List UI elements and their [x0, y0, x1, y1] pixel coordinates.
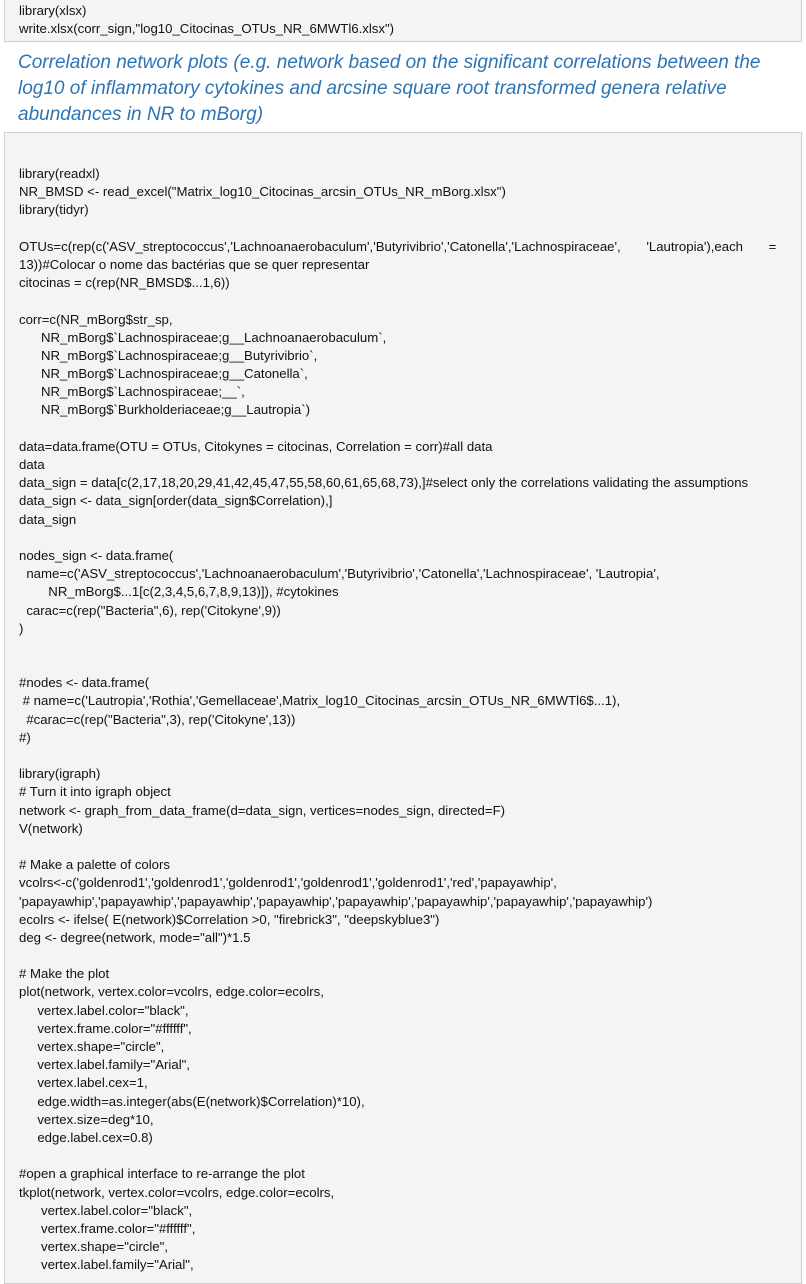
- code-line: NR_mBorg$`Lachnospiraceae;g__Lachnoanaerobaculum`,: [19, 329, 387, 345]
- code-line: # Turn it into igraph object: [19, 784, 171, 800]
- code-line: #nodes <- data.frame(: [19, 675, 150, 691]
- code-line: corr=c(NR_mBorg$str_sp,: [19, 311, 173, 327]
- code-line: [5, 420, 801, 438]
- code-line: [5, 947, 801, 965]
- code-line: NR_mBorg$`Lachnospiraceae;g__Butyrivibrio`,: [19, 347, 318, 363]
- code-line: [5, 1147, 801, 1165]
- code-line: 13))#Colocar o nome das bactérias que se quer representar: [19, 256, 370, 272]
- code-line: [5, 220, 801, 238]
- code-line: [5, 747, 801, 765]
- code-line: NR_mBorg$`Lachnospiraceae;g__Catonella`,: [19, 366, 308, 382]
- code-line: plot(network, vertex.color=vcolrs, edge.color=ecolrs,: [19, 984, 324, 1000]
- code-line: data_sign = data[c(2,17,18,20,29,41,42,45,47,55,58,60,61,65,68,73),]#select only the correlations validating the assumptions: [19, 475, 749, 491]
- code-line: tkplot(network, vertex.color=vcolrs, edge.color=ecolrs,: [19, 1184, 335, 1200]
- code-line: NR_mBorg$...1[c(2,3,4,5,6,7,8,9,13)]), #cytokines: [19, 584, 339, 600]
- code-block-write-xlsx: [4, 0, 802, 42]
- code-line: vertex.frame.color="#ffffff",: [19, 1020, 192, 1036]
- code-line: edge.label.cex=0.8): [19, 1129, 153, 1145]
- code-line: #carac=c(rep("Bacteria",3), rep('Citokyne',13)): [19, 711, 296, 727]
- code-line: carac=c(rep("Bacteria",6), rep('Citokyne',9)): [19, 602, 281, 618]
- code-line: vertex.label.color="black",: [19, 1202, 193, 1218]
- code-line: nodes_sign <- data.frame(: [19, 547, 174, 563]
- code-line: deg <- degree(network, mode="all")*1.5: [19, 929, 251, 945]
- code-line: name=c('ASV_streptococcus','Lachnoanaerobaculum','Butyrivibrio','Catonella','Lachnospiraceae', 'Lautropia',: [19, 566, 660, 582]
- code-line: library(tidyr): [19, 202, 89, 218]
- section-heading: Correlation network plots (e.g. network based on the significant correlations between the log10 of inflammatory cytokines and arcsine square root transformed genera relative abundances in NR to mBorg): [18, 52, 761, 125]
- code-line: ecolrs <- ifelse( E(network)$Correlation >0, "firebrick3", "deepskyblue3"): [19, 911, 440, 927]
- code-line: network <- graph_from_data_frame(d=data_sign, vertices=nodes_sign, directed=F): [19, 802, 506, 818]
- code-line: data_sign <- data_sign[order(data_sign$Correlation),]: [19, 493, 333, 509]
- code-line: write.xlsx(corr_sign,"log10_Citocinas_OTUs_NR_6MWTl6.xlsx"): [19, 21, 395, 37]
- code-line: NR_mBorg$`Lachnospiraceae;__`,: [19, 384, 245, 400]
- code-line: data: [19, 457, 45, 472]
- code-line: [5, 292, 801, 310]
- code-line: [5, 656, 801, 674]
- code-line: [5, 529, 801, 547]
- code-line: [5, 838, 801, 856]
- code-line: library(igraph): [19, 766, 101, 782]
- code-line: edge.width=as.integer(abs(E(network)$Correlation)*10),: [19, 1093, 365, 1109]
- code-line: vertex.label.color="black",: [19, 1002, 189, 1018]
- code-line: NR_BMSD <- read_excel("Matrix_log10_Citocinas_arcsin_OTUs_NR_mBorg.xlsx"): [19, 184, 506, 200]
- code-line: vcolrs<-c('goldenrod1','goldenrod1','goldenrod1','goldenrod1','goldenrod1','red','papayawhip',: [19, 875, 557, 891]
- code-line: OTUs=c(rep(c('ASV_streptococcus','Lachnoanaerobaculum','Butyrivibrio','Catonella','Lachnospiraceae', 'Lautropia'),each =: [19, 238, 777, 254]
- code-line: library(readxl): [19, 166, 100, 181]
- code-block-network-plot: [4, 132, 802, 1284]
- code-line: vertex.shape="circle",: [19, 1039, 165, 1054]
- code-line: vertex.frame.color="#ffffff",: [19, 1220, 196, 1236]
- code-line: ): [19, 620, 24, 636]
- code-line: [5, 638, 801, 656]
- code-line: NR_mBorg$`Burkholderiaceae;g__Lautropia`): [19, 402, 311, 418]
- code-line: # name=c('Lautropia','Rothia','Gemellaceae',Matrix_log10_Citocinas_arcsin_OTUs_NR_6MWTl6$...1),: [19, 693, 621, 709]
- code-line: # Make the plot: [19, 966, 110, 982]
- code-line: citocinas = c(rep(NR_BMSD$...1,6)): [19, 275, 230, 291]
- code-line: # Make a palette of colors: [19, 857, 171, 873]
- code-line: vertex.label.family="Arial",: [19, 1057, 190, 1073]
- code-line: vertex.shape="circle",: [19, 1239, 168, 1255]
- code-line: vertex.label.family="Arial",: [19, 1257, 194, 1273]
- code-line: #open a graphical interface to re-arrange the plot: [19, 1166, 305, 1182]
- code-line: vertex.label.cex=1,: [19, 1075, 148, 1091]
- code-line: vertex.size=deg*10,: [19, 1111, 154, 1127]
- code-line: V(network): [19, 820, 83, 836]
- code-line: data=data.frame(OTU = OTUs, Citokynes = citocinas, Correlation = corr)#all data: [19, 438, 493, 454]
- code-line: 'papayawhip','papayawhip','papayawhip','papayawhip','papayawhip','papayawhip','papayawhip','papayawhip'): [19, 893, 653, 909]
- code-line: library(xlsx): [19, 3, 87, 18]
- code-line: #): [19, 729, 31, 745]
- code-line: data_sign: [19, 511, 77, 527]
